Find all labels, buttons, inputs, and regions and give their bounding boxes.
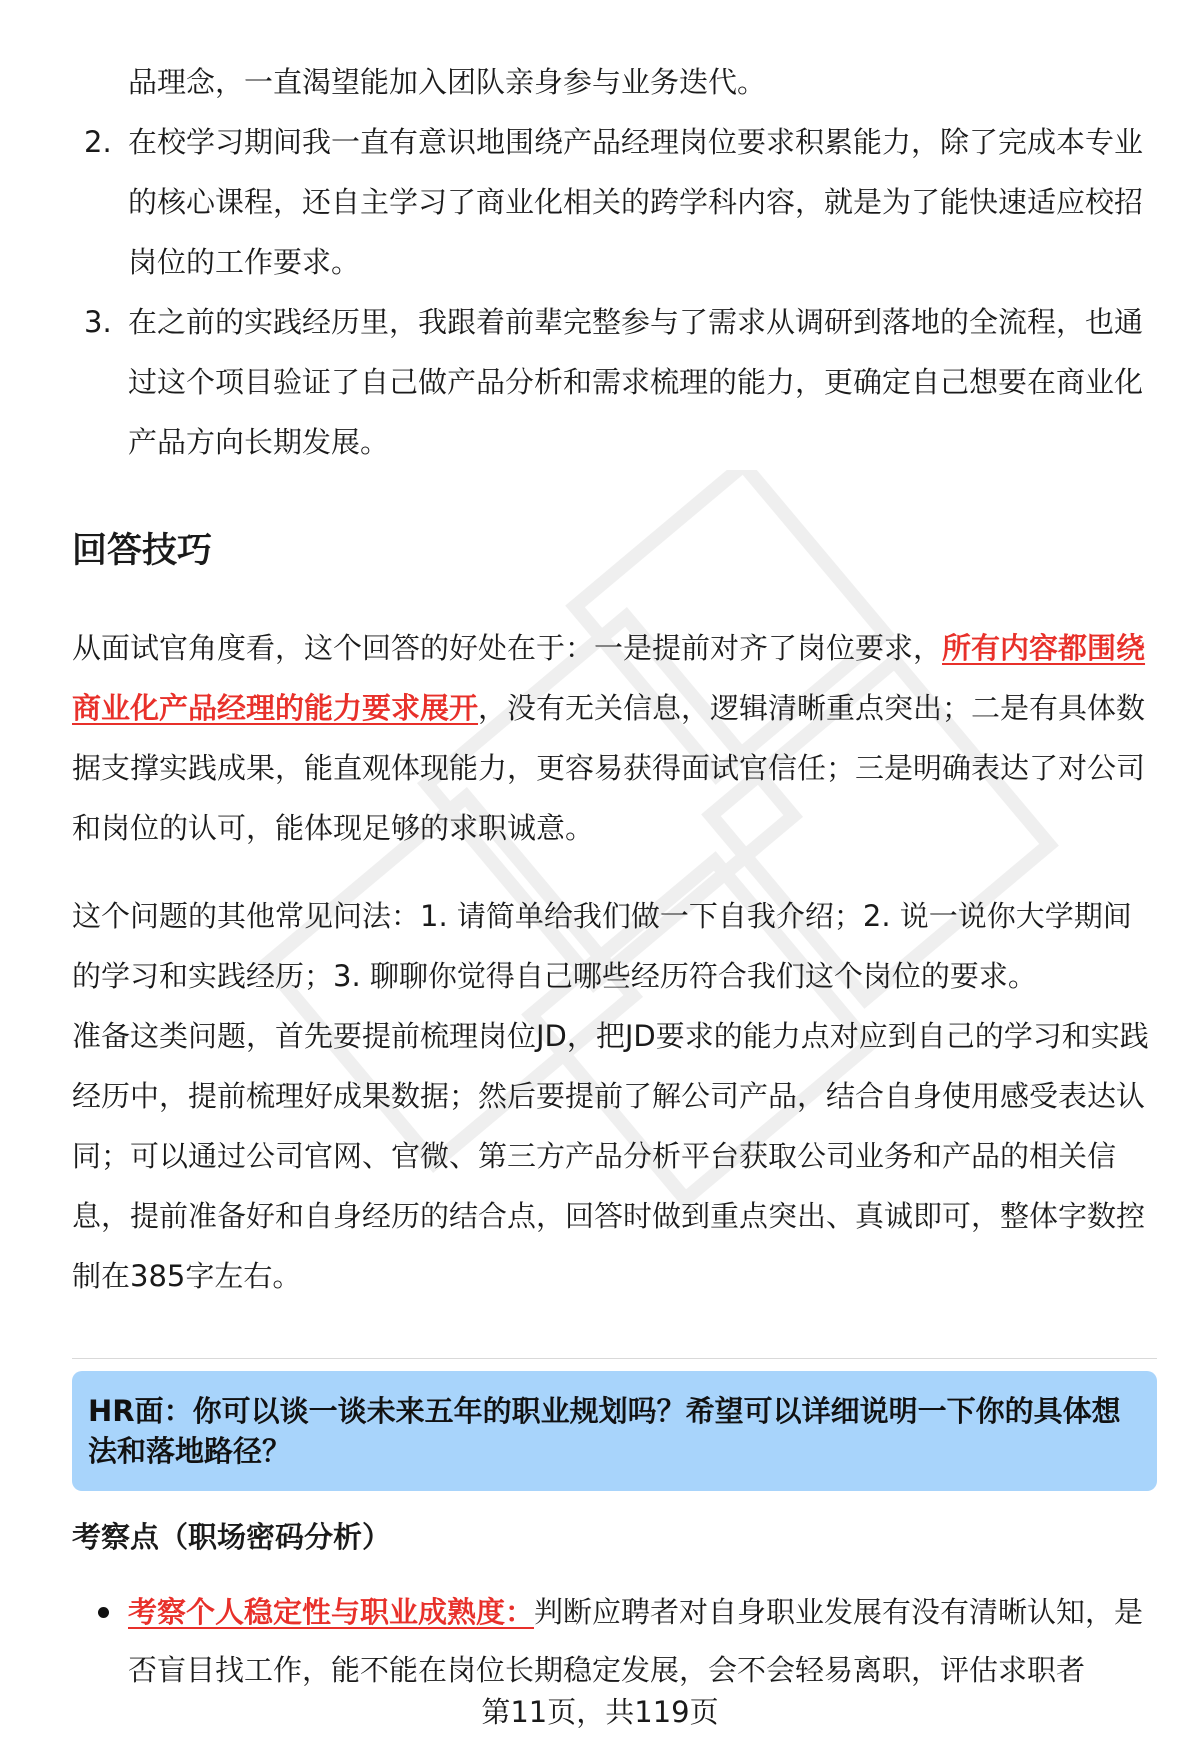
highlighted-text: 所有内容都围绕商业化产品经理的能力要求展开 xyxy=(72,631,1146,725)
page-content xyxy=(72,52,1157,1699)
page-footer: 第11页，共119页 xyxy=(481,1695,719,1729)
prep-paragraph: 准备这类问题，首先要提前梳理岗位JD，把JD要求的能力点对应到自己的学习和实践经历中，提前梳理好成果数据；然后要提前了解公司产品，结合自身使用感受表达认同；可以通过公司官网、官微、第三方产品分析平台获取公司业务和产品的相关信息，提前准备好和自身经历的结合点，回答时做到重点突出、真诚即可，整体字数控制在385字左右。 xyxy=(72,1019,1149,1293)
check-points-list xyxy=(72,1583,1157,1699)
list-item xyxy=(72,112,1157,292)
bullet-dot-icon xyxy=(98,1607,109,1618)
highlighted-text: 考察个人稳定性与职业成熟度： xyxy=(128,1595,535,1629)
analysis-paragraph xyxy=(72,618,1157,858)
list-item xyxy=(72,292,1157,472)
list-number: 2. xyxy=(84,125,112,159)
list-number: 3. xyxy=(84,305,112,339)
variants-paragraph: 这个问题的其他常见问法：1. 请简单给我们做一下自我介绍；2. 说一说你大学期间的学习和实践经历；3. 聊聊你觉得自己哪些经历符合我们这个岗位的要求。 xyxy=(72,899,1132,993)
question-box: HR面：你可以谈一谈未来五年的职业规划吗？希望可以详细说明一下你的具体想法和落地路径？ xyxy=(72,1371,1157,1491)
continued-paragraph: 品理念，一直渴望能加入团队亲身参与业务迭代。 xyxy=(128,65,767,99)
answer-points xyxy=(72,112,1157,472)
analysis-text-before: 从面试官角度看，这个回答的好处在于：一是提前对齐了岗位要求， xyxy=(72,631,943,665)
bullet-text: 判断应聘者对自身职业发展有没有清晰认知，是否盲目找工作，能不能在岗位长期稳定发展，会不会轻易离职，评估求职者 xyxy=(128,1595,1144,1687)
list-item xyxy=(72,1583,1157,1699)
list-text: 在之前的实践经历里，我跟着前辈完整参与了需求从调研到落地的全流程，也通过这个项目验证了自己做产品分析和需求梳理的能力，更确定自己想要在商业化产品方向长期发展。 xyxy=(128,305,1144,459)
check-points-heading: 考察点（职场密码分析） xyxy=(72,1520,392,1554)
section-heading: 回答技巧 xyxy=(72,531,213,571)
divider xyxy=(72,1358,1157,1359)
list-text: 在校学习期间我一直有意识地围绕产品经理岗位要求积累能力，除了完成本专业的核心课程，还自主学习了商业化相关的跨学科内容，就是为了能快速适应校招岗位的工作要求。 xyxy=(128,125,1144,279)
analysis-text-after: ，没有无关信息，逻辑清晰重点突出；二是有具体数据支撑实践成果，能直观体现能力，更容易获得面试官信任；三是明确表达了对公司和岗位的认可，能体现足够的求职诚意。 xyxy=(72,691,1146,845)
